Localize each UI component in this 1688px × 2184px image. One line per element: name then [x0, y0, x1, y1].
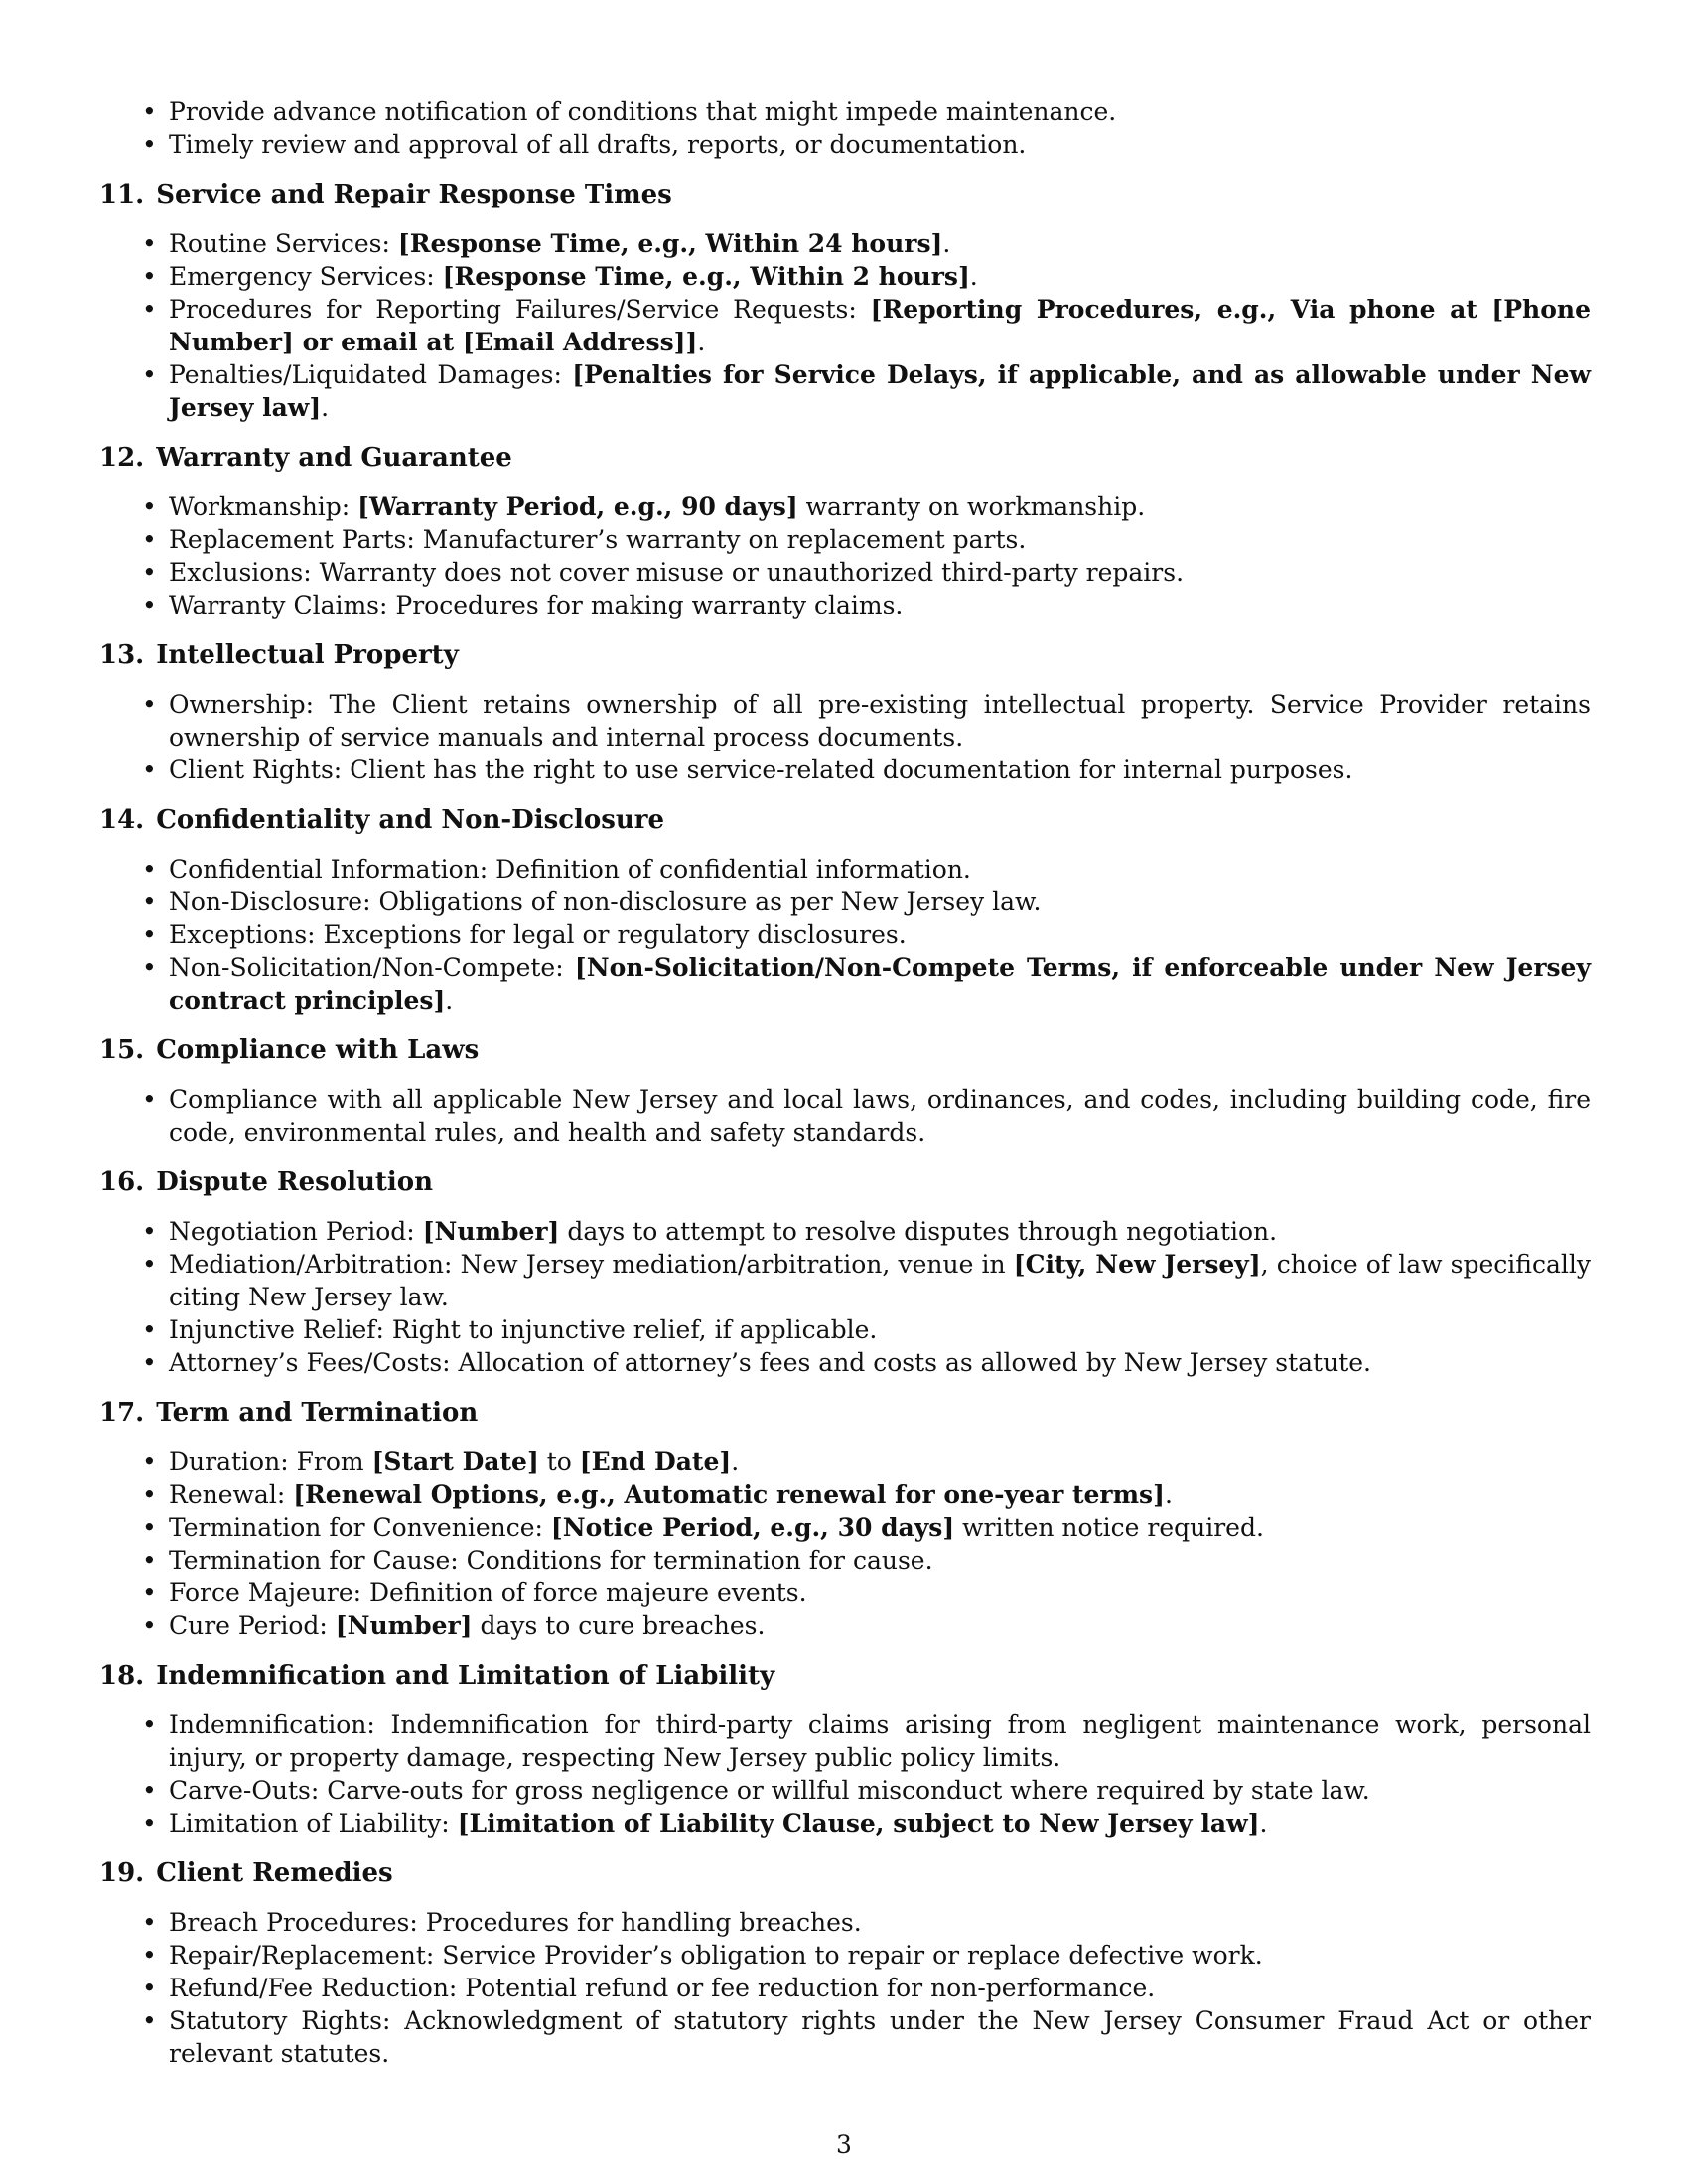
- list-item: [99, 227, 1591, 260]
- placeholder-field: [Renewal Options, e.g., Automatic renewal for one-year terms]: [293, 1480, 1165, 1509]
- text-run: days to attempt to resolve disputes through negotiation.: [559, 1217, 1278, 1246]
- section: [99, 442, 1591, 621]
- bullet-icon: •: [142, 1578, 157, 1607]
- list-item: [99, 293, 1591, 358]
- section-number: 12.: [99, 443, 145, 473]
- section-number: 19.: [99, 1858, 145, 1888]
- text-run: Cure Period:: [169, 1611, 336, 1640]
- bullet-icon: •: [142, 1513, 157, 1542]
- bullet-icon: •: [142, 262, 157, 291]
- text-run: Non-Disclosure: Obligations of non-disclosure as per New Jersey law.: [169, 887, 1042, 916]
- list-item-text: [169, 1085, 1591, 1147]
- bullet-icon: •: [142, 855, 157, 884]
- bullet-icon: •: [142, 1611, 157, 1640]
- bullet-icon: •: [142, 1447, 157, 1476]
- list-item: [99, 1313, 1591, 1346]
- text-run: Emergency Services:: [169, 262, 443, 291]
- text-run: Breach Procedures: Procedures for handling breaches.: [169, 1908, 862, 1937]
- text-run: Force Majeure: Definition of force majeure events.: [169, 1578, 807, 1607]
- section-heading: [99, 1397, 1591, 1429]
- section-title: Service and Repair Response Times: [156, 180, 672, 209]
- bullet-icon: •: [142, 920, 157, 949]
- bullet-icon: •: [142, 360, 157, 389]
- list-item: [99, 1576, 1591, 1609]
- bullet-icon: •: [142, 1546, 157, 1574]
- list-item: [99, 490, 1591, 523]
- placeholder-field: [Start Date]: [371, 1447, 539, 1476]
- text-run: Ownership: The Client retains ownership of all pre-existing intellectual property. Service Provider retains ownership of service manuals and internal process documents.: [169, 690, 1591, 751]
- text-run: .: [697, 328, 706, 356]
- list-item-text: [169, 1513, 1264, 1542]
- list-item: [99, 2004, 1591, 2070]
- list-item-text: [169, 130, 1026, 159]
- text-run: Refund/Fee Reduction: Potential refund or fee reduction for non-performance.: [169, 1974, 1156, 2002]
- section-number: 18.: [99, 1661, 145, 1691]
- text-run: .: [1164, 1480, 1173, 1509]
- intro-bullet-list: [99, 95, 1591, 161]
- list-item: [99, 1248, 1591, 1313]
- list-item: [99, 688, 1591, 753]
- section-bullet-list: [99, 1906, 1591, 2070]
- list-item-text: [169, 97, 1116, 126]
- placeholder-field: [End Date]: [579, 1447, 732, 1476]
- list-item-text: [169, 591, 903, 619]
- section: [99, 1857, 1591, 2070]
- section: [99, 1166, 1591, 1379]
- bullet-icon: •: [142, 1908, 157, 1937]
- section-title: Dispute Resolution: [156, 1167, 434, 1197]
- text-run: .: [969, 262, 978, 291]
- list-item: [99, 886, 1591, 918]
- bullet-icon: •: [142, 887, 157, 916]
- placeholder-field: [Limitation of Liability Clause, subject to New Jersey law]: [457, 1809, 1260, 1838]
- section-number: 17.: [99, 1398, 145, 1428]
- list-item-text: [169, 1776, 1370, 1805]
- list-item-text: [169, 1250, 1591, 1311]
- list-item: [99, 753, 1591, 786]
- text-run: Limitation of Liability:: [169, 1809, 458, 1838]
- placeholder-field: [Non-Solicitation/Non-Compete Terms, if enforceable under New Jersey contract principles]: [169, 953, 1591, 1015]
- section-number: 11.: [99, 180, 145, 209]
- section-bullet-list: [99, 853, 1591, 1017]
- list-item: [99, 128, 1591, 161]
- list-item-text: [169, 1546, 933, 1574]
- list-item-text: [169, 525, 1026, 554]
- section: [99, 804, 1591, 1017]
- text-run: days to cure breaches.: [472, 1611, 766, 1640]
- text-run: Negotiation Period:: [169, 1217, 423, 1246]
- list-item-text: [169, 1611, 765, 1640]
- bullet-icon: •: [142, 229, 157, 258]
- text-run: Statutory Rights: Acknowledgment of statutory rights under the New Jersey Consumer Fraud Act or other relevant statutes.: [169, 2006, 1591, 2068]
- text-run: warranty on workmanship.: [797, 492, 1146, 521]
- list-item: [99, 1511, 1591, 1544]
- bullet-icon: •: [142, 130, 157, 159]
- bullet-icon: •: [142, 558, 157, 587]
- text-run: Replacement Parts: Manufacturer’s warranty on replacement parts.: [169, 525, 1027, 554]
- sections-container: [99, 179, 1591, 2070]
- placeholder-field: [Notice Period, e.g., 30 days]: [550, 1513, 955, 1542]
- list-item: [99, 1083, 1591, 1149]
- list-item: [99, 1708, 1591, 1774]
- text-run: Exclusions: Warranty does not cover misuse or unauthorized third-party repairs.: [169, 558, 1185, 587]
- list-item-text: [169, 492, 1145, 521]
- list-item: [99, 589, 1591, 621]
- bullet-icon: •: [142, 1974, 157, 2002]
- bullet-icon: •: [142, 1085, 157, 1114]
- list-item: [99, 1346, 1591, 1379]
- section-title: Compliance with Laws: [156, 1035, 480, 1065]
- list-item-text: [169, 360, 1591, 422]
- list-item-text: [169, 1480, 1173, 1509]
- section-title: Client Remedies: [156, 1858, 393, 1888]
- list-item: [99, 1807, 1591, 1840]
- text-run: Client Rights: Client has the right to use service-related documentation for internal purposes.: [169, 755, 1353, 784]
- section-heading: [99, 1857, 1591, 1889]
- text-run: Confidential Information: Definition of confidential information.: [169, 855, 971, 884]
- list-item: [99, 523, 1591, 556]
- placeholder-field: [Reporting Procedures, e.g., Via phone at [Phone Number] or email at [Email Address]]: [169, 295, 1591, 356]
- text-run: .: [731, 1447, 740, 1476]
- list-item-text: [169, 755, 1352, 784]
- list-item-text: [169, 558, 1184, 587]
- placeholder-field: [Penalties for Service Delays, if applicable, and as allowable under New Jersey law]: [169, 360, 1591, 422]
- placeholder-field: [Response Time, e.g., Within 24 hours]: [397, 229, 943, 258]
- list-item: [99, 1906, 1591, 1939]
- text-run: Mediation/Arbitration: New Jersey mediation/arbitration, venue in: [169, 1250, 1014, 1279]
- list-item-text: [169, 1315, 877, 1344]
- list-item-text: [169, 1217, 1277, 1246]
- list-item-text: [169, 2006, 1591, 2068]
- text-run: Routine Services:: [169, 229, 398, 258]
- list-item: [99, 1544, 1591, 1576]
- list-item-text: [169, 1974, 1155, 2002]
- list-item: [99, 358, 1591, 424]
- list-item-text: [169, 1710, 1591, 1772]
- section-bullet-list: [99, 490, 1591, 621]
- placeholder-field: [Number]: [422, 1217, 560, 1246]
- list-item: [99, 1972, 1591, 2004]
- text-run: Workmanship:: [169, 492, 358, 521]
- list-item-text: [169, 295, 1591, 356]
- section-bullet-list: [99, 688, 1591, 786]
- section-heading: [99, 804, 1591, 836]
- section-bullet-list: [99, 1708, 1591, 1840]
- bullet-icon: •: [142, 1480, 157, 1509]
- text-run: , choice of law specifically citing New Jersey law.: [169, 1250, 1591, 1311]
- section-bullet-list: [99, 1215, 1591, 1379]
- list-item-text: [169, 953, 1591, 1015]
- text-run: .: [321, 393, 330, 422]
- section-heading: [99, 1166, 1591, 1198]
- bullet-icon: •: [142, 1217, 157, 1246]
- section-title: Term and Termination: [156, 1398, 479, 1428]
- section-heading: [99, 639, 1591, 671]
- page-number: 3: [836, 2130, 852, 2159]
- text-run: Attorney’s Fees/Costs: Allocation of attorney’s fees and costs as allowed by New Jersey statute.: [169, 1348, 1371, 1377]
- section: [99, 1397, 1591, 1642]
- bullet-icon: •: [142, 97, 157, 126]
- bullet-icon: •: [142, 1941, 157, 1970]
- text-run: Non-Solicitation/Non-Compete:: [169, 953, 575, 982]
- text-run: Compliance with all applicable New Jersey and local laws, ordinances, and codes, including building code, fire code, environmental rules, and health and safety standards.: [169, 1085, 1591, 1147]
- list-item: [99, 1774, 1591, 1807]
- bullet-icon: •: [142, 1250, 157, 1279]
- section: [99, 639, 1591, 786]
- list-item-text: [169, 229, 950, 258]
- text-run: Timely review and approval of all drafts, reports, or documentation.: [169, 130, 1027, 159]
- text-run: Indemnification: Indemnification for third-party claims arising from negligent maintenance work, personal injury, or property damage, respecting New Jersey public policy limits.: [169, 1710, 1591, 1772]
- placeholder-field: [Number]: [335, 1611, 473, 1640]
- text-run: Injunctive Relief: Right to injunctive relief, if applicable.: [169, 1315, 878, 1344]
- bullet-icon: •: [142, 755, 157, 784]
- section-heading: [99, 442, 1591, 474]
- section-title: Warranty and Guarantee: [156, 443, 512, 473]
- section-heading: [99, 179, 1591, 210]
- text-run: Provide advance notification of conditions that might impede maintenance.: [169, 97, 1117, 126]
- bullet-icon: •: [142, 2006, 157, 2035]
- section-title: Confidentiality and Non-Disclosure: [156, 805, 665, 835]
- section-title: Indemnification and Limitation of Liability: [156, 1661, 775, 1691]
- section-title: Intellectual Property: [156, 640, 459, 670]
- list-item-text: [169, 262, 978, 291]
- list-item-text: [169, 1941, 1263, 1970]
- placeholder-field: [City, New Jersey]: [1013, 1250, 1261, 1279]
- text-run: Warranty Claims: Procedures for making warranty claims.: [169, 591, 904, 619]
- section-number: 13.: [99, 640, 145, 670]
- list-item: [99, 260, 1591, 293]
- bullet-icon: •: [142, 591, 157, 619]
- text-run: Repair/Replacement: Service Provider’s obligation to repair or replace defective work.: [169, 1941, 1263, 1970]
- bullet-icon: •: [142, 1348, 157, 1377]
- section-number: 16.: [99, 1167, 145, 1197]
- bullet-icon: •: [142, 690, 157, 719]
- bullet-icon: •: [142, 492, 157, 521]
- bullet-icon: •: [142, 1315, 157, 1344]
- bullet-icon: •: [142, 1809, 157, 1838]
- text-run: written notice required.: [954, 1513, 1264, 1542]
- section-number: 14.: [99, 805, 145, 835]
- list-item-text: [169, 887, 1041, 916]
- section-bullet-list: [99, 1083, 1591, 1149]
- list-item: [99, 1478, 1591, 1511]
- list-item-text: [169, 1348, 1371, 1377]
- list-item-text: [169, 855, 971, 884]
- list-item: [99, 556, 1591, 589]
- section-heading: [99, 1034, 1591, 1066]
- list-item: [99, 1445, 1591, 1478]
- list-item-text: [169, 1447, 739, 1476]
- section: [99, 1034, 1591, 1149]
- text-run: .: [445, 986, 454, 1015]
- list-item-text: [169, 690, 1591, 751]
- bullet-icon: •: [142, 525, 157, 554]
- text-run: .: [942, 229, 951, 258]
- list-item: [99, 1609, 1591, 1642]
- text-run: Renewal:: [169, 1480, 294, 1509]
- text-run: to: [538, 1447, 580, 1476]
- list-item: [99, 853, 1591, 886]
- text-run: Penalties/Liquidated Damages:: [169, 360, 573, 389]
- list-item: [99, 1939, 1591, 1972]
- section-bullet-list: [99, 1445, 1591, 1642]
- list-item-text: [169, 1578, 807, 1607]
- bullet-icon: •: [142, 953, 157, 982]
- text-run: Duration: From: [169, 1447, 372, 1476]
- text-run: Exceptions: Exceptions for legal or regulatory disclosures.: [169, 920, 907, 949]
- document-page: [99, 95, 1591, 2070]
- section: [99, 179, 1591, 424]
- list-item-text: [169, 920, 907, 949]
- text-run: Termination for Cause: Conditions for termination for cause.: [169, 1546, 933, 1574]
- list-item: [99, 1215, 1591, 1248]
- list-item: [99, 951, 1591, 1017]
- text-run: Termination for Convenience:: [169, 1513, 551, 1542]
- placeholder-field: [Warranty Period, e.g., 90 days]: [357, 492, 798, 521]
- list-item-text: [169, 1809, 1267, 1838]
- list-item-text: [169, 1908, 862, 1937]
- bullet-icon: •: [142, 295, 157, 324]
- text-run: .: [1259, 1809, 1268, 1838]
- section: [99, 1660, 1591, 1840]
- section-number: 15.: [99, 1035, 145, 1065]
- text-run: Carve-Outs: Carve-outs for gross negligence or willful misconduct where required by state law.: [169, 1776, 1370, 1805]
- section-heading: [99, 1660, 1591, 1692]
- list-item: [99, 918, 1591, 951]
- list-item: [99, 95, 1591, 128]
- placeholder-field: [Response Time, e.g., Within 2 hours]: [442, 262, 970, 291]
- bullet-icon: •: [142, 1776, 157, 1805]
- text-run: Procedures for Reporting Failures/Service Requests:: [169, 295, 871, 324]
- section-bullet-list: [99, 227, 1591, 424]
- bullet-icon: •: [142, 1710, 157, 1739]
